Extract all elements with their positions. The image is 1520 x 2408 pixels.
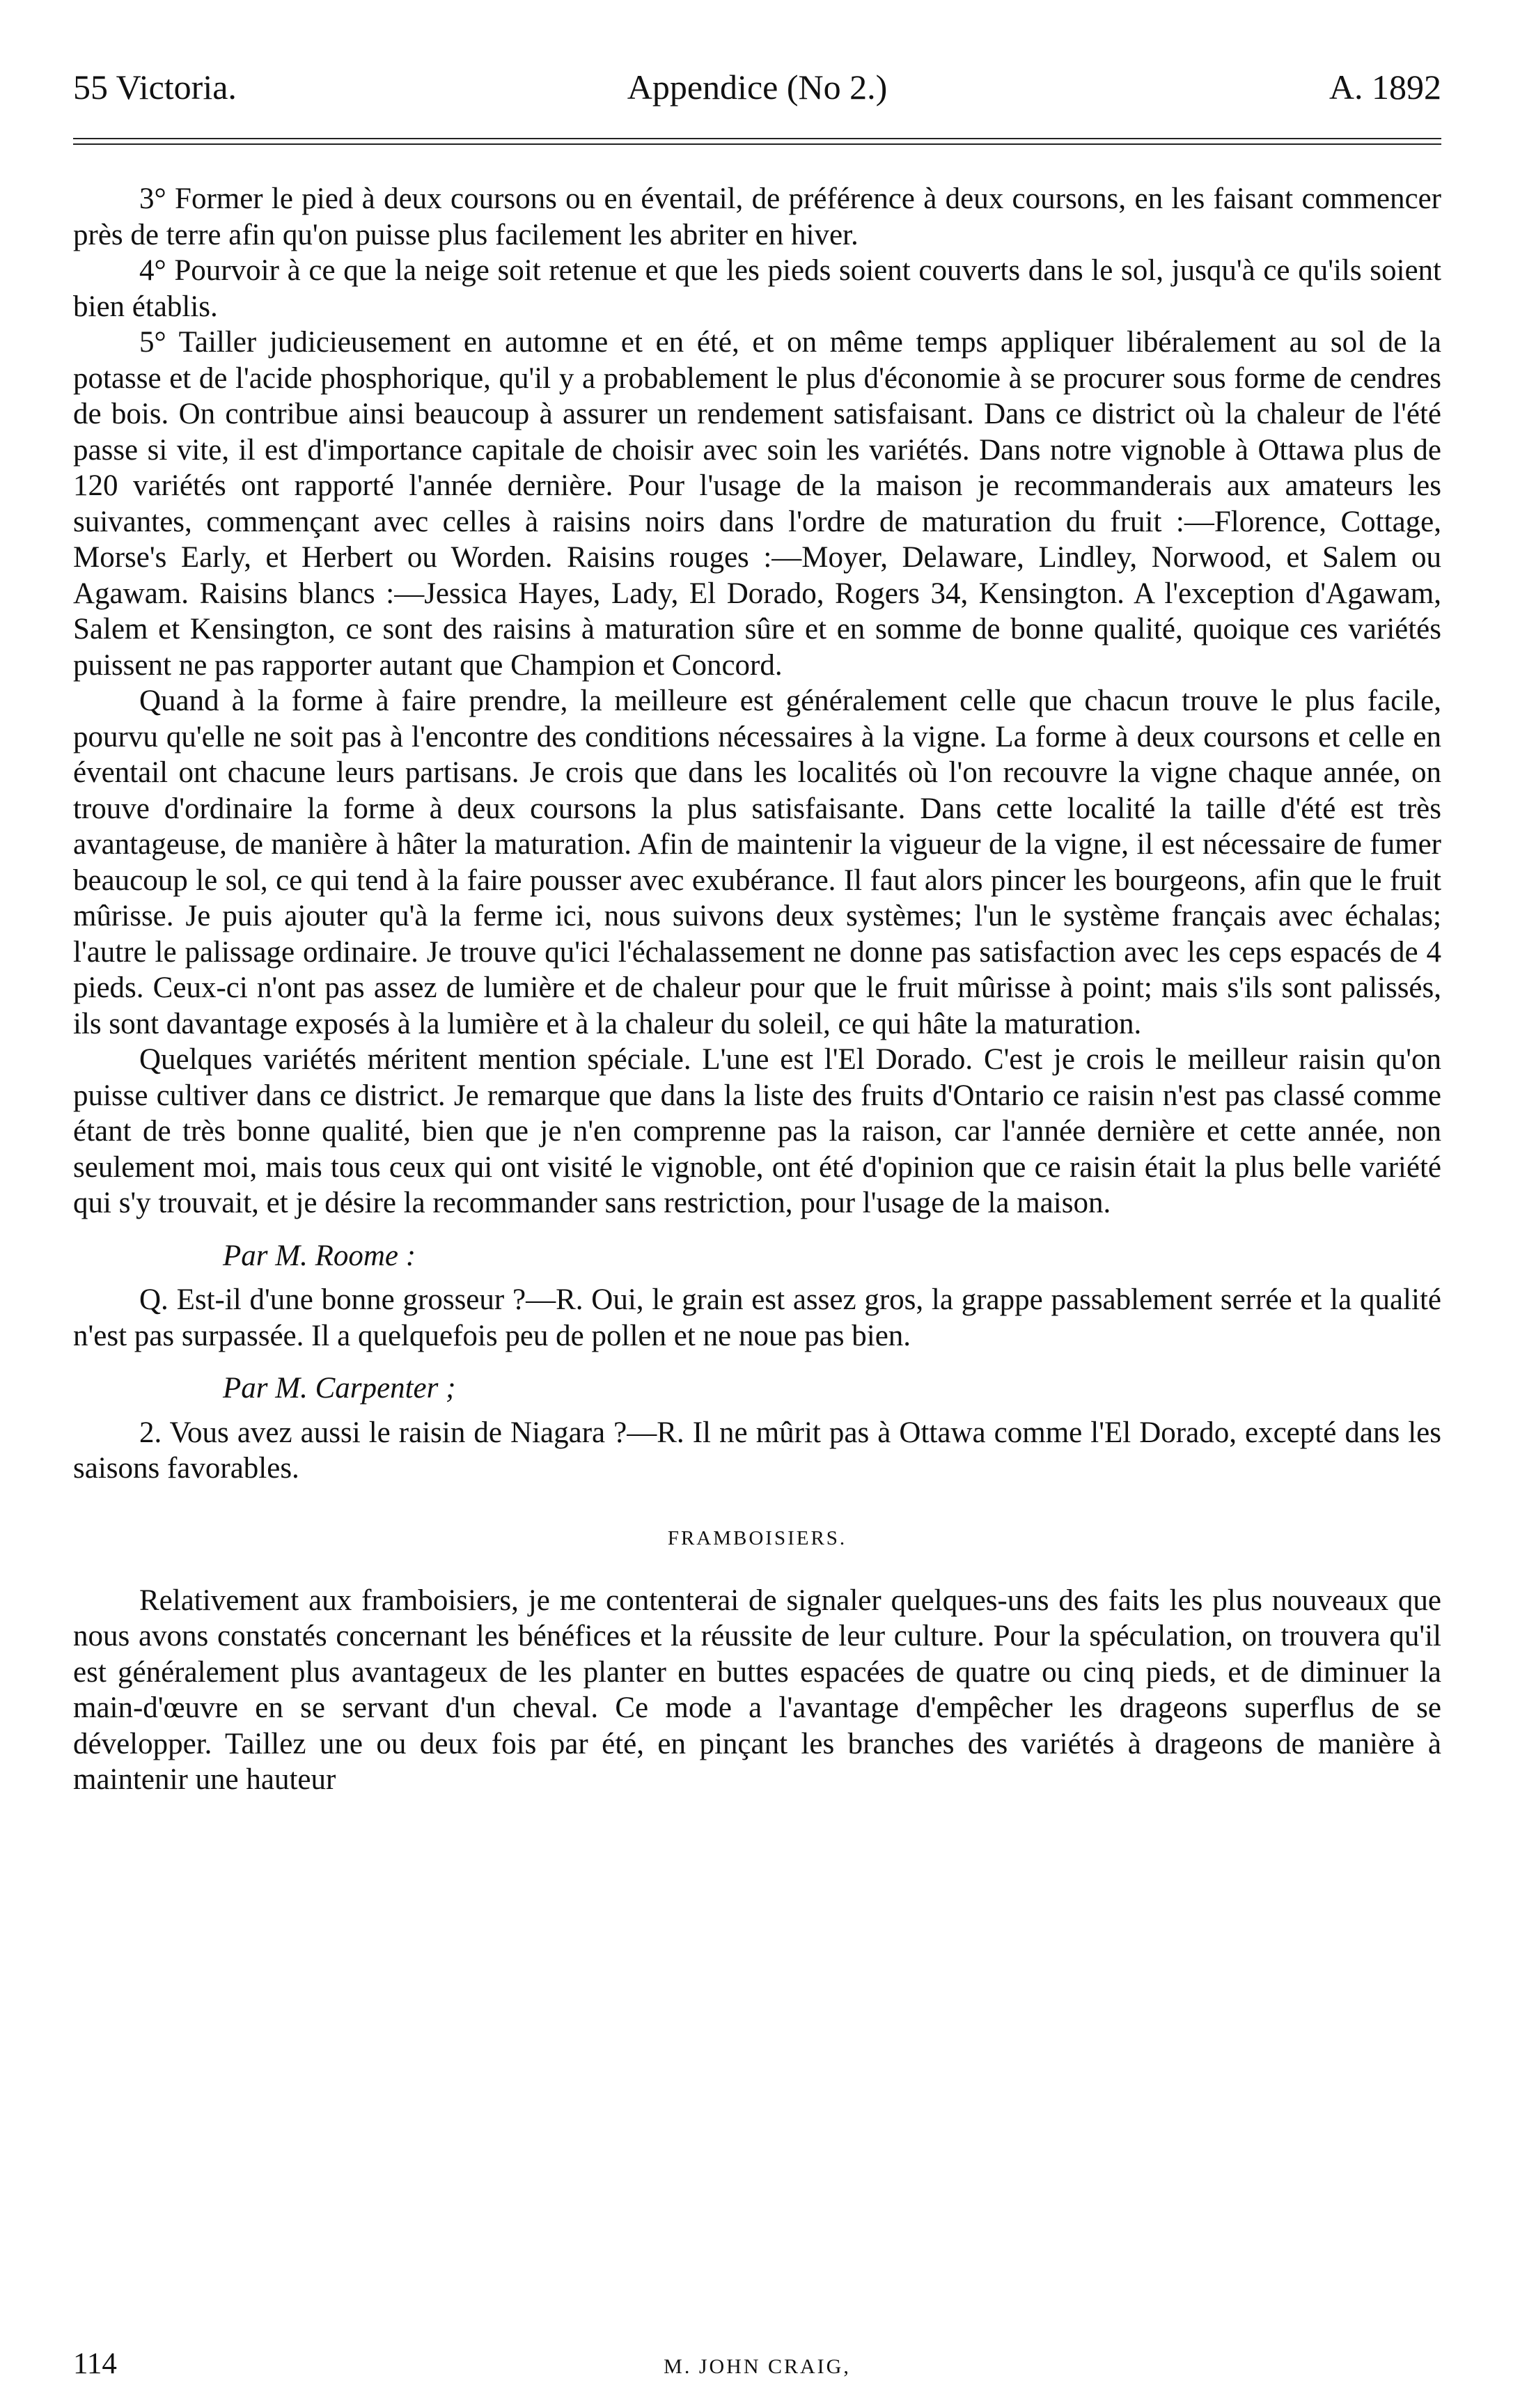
paragraph-framboisiers: Relativement aux framboisiers, je me contenterai de signaler quelques-uns des faits les plus nouveaux que nous avons constatés concernant les bénéfices et la réussite de leur culture. Pour la spéculation, on trouvera qu'il est généralement plus avantageux de les planter en buttes espacées de quatre ou cinq pieds, et de diminuer la main-d'œuvre en se servant d'un cheval. Ce mode a l'avantage d'empêcher les drageons superflus de se développer. Taillez une ou deux fois par été, en pinçant les branches des variétés à drageons de manière à maintenir une hauteur (73, 1584, 1441, 1796)
document-page (73, 63, 1441, 2382)
speaker-roome: Par M. Roome : (223, 1239, 416, 1272)
speaker-carpenter: Par M. Carpenter ; (223, 1372, 456, 1405)
footer-author: M. JOHN CRAIG, (664, 2355, 851, 2378)
paragraph-training-form: Quand à la forme à faire prendre, la meilleure est généralement celle que chacun trouve le plus facile, pourvu qu'elle ne soit pas à l'encontre des conditions nécessaires à la vigne. La forme à deux coursons et celle en éventail ont chacune leurs partisans. Je crois que dans les localités où l'on recouvre la vigne chaque année, on trouve d'ordinaire la forme à deux coursons la plus satisfaisante. Dans cette localité la taille d'été est très avantageuse, de manière à hâter la maturation. Afin de maintenir la vigueur de la vigne, il est nécessaire de fumer beaucoup le sol, ce qui tend à la faire pousser avec exubérance. Il faut alors pincer les bourgeons, afin que le fruit mûrisse. Je puis ajouter qu'à la ferme ici, nous suivons deux systèmes; l'un le système français avec échalas; l'autre le palissage ordinaire. Je trouve qu'ici l'échalassement ne donne pas satisfaction avec les ceps espacés de 4 pieds. Ceux-ci n'ont pas assez de lumière et de chaleur pour que le fruit mûrisse à point; mais s'ils sont palissés, ils sont davantage exposés à la lumière et à la chaleur du soleil, ce qui hâte la maturation. (73, 685, 1441, 1040)
header-volume: 55 Victoria. (73, 68, 237, 107)
page-number: 114 (73, 2347, 117, 2380)
running-header (73, 63, 1441, 111)
header-appendix: Appendice (No 2.) (627, 68, 888, 107)
page-footer (73, 2347, 1441, 2382)
header-year: A. 1892 (1329, 68, 1441, 107)
section-heading-framboisiers: FRAMBOISIERS. (667, 1526, 847, 1549)
paragraph-item-5: 5° Tailler judicieusement en automne et en été, et on même temps appliquer libéralement au sol de la potasse et de l'acide phosphorique, qu'il y a probablement le plus d'économie à se procurer sous forme de cendres de bois. On contribue ainsi beaucoup à assurer un rendement satisfaisant. Dans ce district où la chaleur de l'été passe si vite, il est d'importance capitale de choisir avec soin les variétés. Dans notre vignoble à Ottawa plus de 120 variétés ont rapporté l'année dernière. Pour l'usage de la maison je recommanderais aux amateurs les suivantes, commençant avec celles à raisins noirs dans l'ordre de maturation du fruit :—Florence, Cottage, Morse's Early, et Herbert ou Worden. Raisins rouges :—Moyer, Delaware, Lindley, Norwood, et Salem ou Agawam. Raisins blancs :—Jessica Hayes, Lady, El Dorado, Rogers 34, Kensington. A l'exception d'Agawam, Salem et Kensington, ce sont des raisins à maturation sûre et en somme de bonne qualité, quoique ces variétés puissent ne pas rapporter autant que Champion et Concord. (73, 326, 1441, 682)
qa-carpenter: 2. Vous avez aussi le raisin de Niagara ?—R. Il ne mûrit pas à Ottawa comme l'El Dorado, excepté dans les saisons favorables. (73, 1416, 1441, 1485)
header-rule (73, 138, 1441, 145)
paragraph-varieties: Quelques variétés méritent mention spéciale. L'une est l'El Dorado. C'est je crois le meilleur raisin qu'on puisse cultiver dans ce district. Je remarque que dans la liste des fruits d'Ontario ce raisin n'est pas classé comme étant de très bonne qualité, bien que je n'en comprenne pas la raison, car l'année dernière et cette année, non seulement moi, mais tous ceux qui ont visité le vignoble, ont été d'opinion que ce raisin était la plus belle variété qui s'y trouvait, et je désire la recommander sans restriction, pour l'usage de la maison. (73, 1043, 1441, 1219)
body-text (73, 181, 1441, 1798)
paragraph-item-3: 3° Former le pied à deux coursons ou en éventail, de préférence à deux coursons, en les faisant commencer près de terre afin qu'on puisse plus facilement les abriter en hiver. (73, 182, 1441, 251)
qa-roome: Q. Est-il d'une bonne grosseur ?—R. Oui, le grain est assez gros, la grappe passablement serrée et la qualité n'est pas surpassée. Il a quelquefois peu de pollen et ne noue pas bien. (73, 1283, 1441, 1352)
paragraph-item-4: 4° Pourvoir à ce que la neige soit retenue et que les pieds soient couverts dans le sol, jusqu'à ce qu'ils soient bien établis. (73, 254, 1441, 323)
